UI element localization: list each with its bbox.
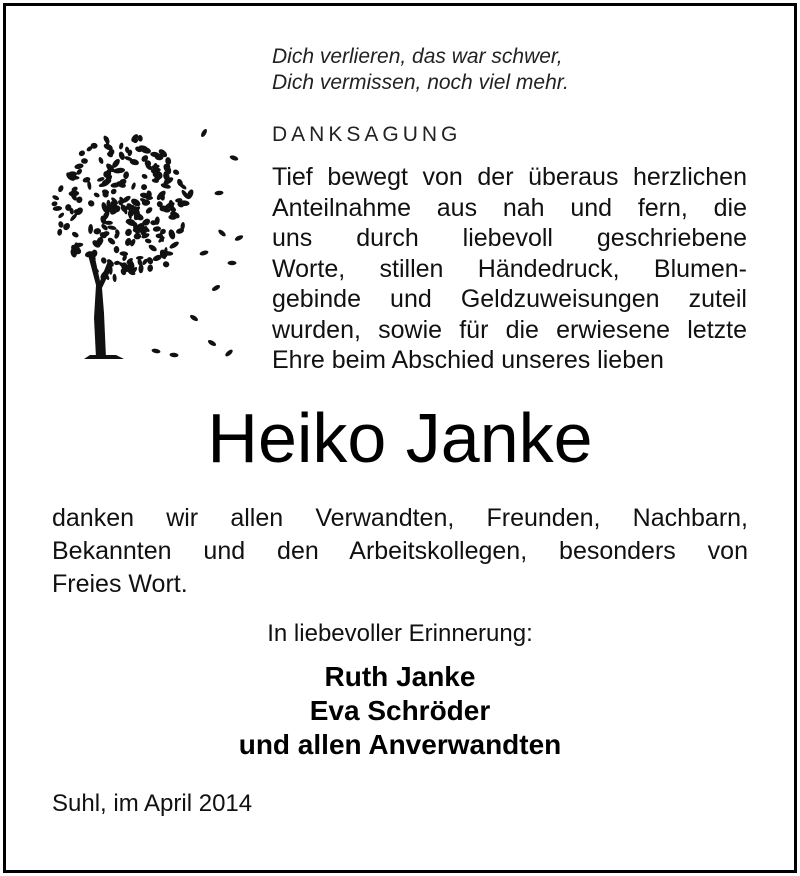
leaf-icon [100, 256, 107, 264]
leaf-icon [141, 184, 147, 190]
leaf-icon [130, 182, 136, 190]
falling-leaf-icon [228, 261, 237, 265]
falling-leaf-icon [169, 352, 178, 357]
falling-leaf-icon [151, 348, 161, 354]
quote-line-2: Dich vermissen, noch viel mehr. [272, 71, 569, 94]
memorial-quote [272, 44, 692, 96]
leaf-icon [145, 206, 154, 215]
leaf-icon [144, 238, 152, 244]
leaf-icon [146, 196, 153, 200]
falling-leaf-icon [199, 250, 209, 257]
thanks-paragraph [272, 162, 747, 376]
tree-canopy [51, 133, 195, 282]
paragraph-line: Ehre beim Abschied unseres lieben [272, 346, 664, 374]
tree-with-falling-leaves-icon [44, 113, 254, 373]
leaf-icon [147, 243, 157, 252]
falling-leaf-icon [214, 190, 223, 195]
thanks-line: Bekannten und den Arbeitskollegen, besonders von [52, 537, 748, 565]
leaf-icon [87, 199, 96, 208]
leaf-icon [153, 226, 162, 232]
paragraph-line: wurden, sowie für die erwiesene letzte [272, 315, 747, 344]
thanks-line: danken wir allen Verwandten, Freunden, Nachbarn, [52, 504, 748, 532]
leaf-icon [123, 171, 130, 180]
signer-name: Eva Schröder [309, 695, 491, 726]
leaf-icon [74, 163, 84, 170]
signer-name: und allen Anverwandten [238, 729, 562, 760]
falling-leaf-icon [211, 284, 221, 292]
leaf-icon [168, 240, 180, 250]
leaf-icon [88, 224, 93, 234]
leaf-icon [71, 231, 80, 239]
place-and-date: Suhl, im April 2014 [52, 790, 253, 817]
falling-leaves [151, 128, 244, 358]
thanks-recipients [52, 502, 748, 601]
leaf-icon [119, 251, 128, 256]
tree-trunk [84, 253, 124, 359]
falling-leaf-icon [207, 339, 217, 347]
leaf-icon [57, 228, 63, 236]
leaf-icon [107, 225, 117, 231]
falling-leaf-icon [234, 234, 244, 242]
leaf-icon [68, 190, 79, 196]
leaf-icon [58, 221, 65, 229]
leaf-icon [51, 201, 58, 207]
paragraph-line: uns durch liebevoll geschriebene [272, 224, 747, 252]
leaf-icon [118, 142, 124, 150]
deceased-name: Heiko Janke [207, 399, 593, 477]
leaf-icon [141, 173, 148, 180]
signer-name: Ruth Janke [324, 661, 476, 692]
thanks-line: Freies Wort. [52, 570, 188, 598]
leaf-icon [124, 228, 133, 237]
leaf-icon [133, 233, 141, 240]
paragraph-line: Worte, stillen Händedruck, Blumen- [272, 254, 747, 283]
paragraph-line: Tief bewegt von der überaus herzlichen [272, 163, 747, 191]
leaf-icon [172, 168, 180, 175]
leaf-icon [57, 184, 64, 193]
leaf-icon [112, 274, 117, 282]
leaf-icon [147, 264, 153, 272]
leaf-icon [52, 206, 62, 212]
leaf-icon [110, 188, 118, 196]
paragraph-line: Anteilnahme aus nah und fern, die [272, 193, 747, 222]
leaf-icon [78, 149, 86, 157]
leaf-icon [51, 194, 59, 201]
leaf-icon [62, 222, 72, 232]
signers-list [0, 660, 800, 762]
quote-line-1: Dich verlieren, das war schwer, [272, 45, 563, 68]
leaf-icon [57, 212, 65, 220]
leaf-icon [93, 192, 100, 199]
leaf-icon [167, 229, 176, 241]
falling-leaf-icon [189, 314, 199, 323]
leaf-icon [138, 264, 143, 274]
leaf-icon [98, 156, 105, 164]
leaf-icon [109, 266, 113, 275]
leaf-icon [162, 261, 170, 268]
falling-leaf-icon [224, 348, 234, 357]
falling-leaf-icon [217, 228, 227, 237]
page-title: DANKSAGUNG [272, 123, 462, 146]
memory-caption: In liebevoller Erinnerung: [267, 620, 533, 647]
leaf-icon [81, 158, 88, 164]
falling-leaf-icon [229, 154, 239, 161]
falling-leaf-icon [200, 128, 208, 138]
leaf-icon [114, 246, 120, 253]
paragraph-line: gebinde und Geldzuweisungen zuteil [272, 285, 747, 313]
